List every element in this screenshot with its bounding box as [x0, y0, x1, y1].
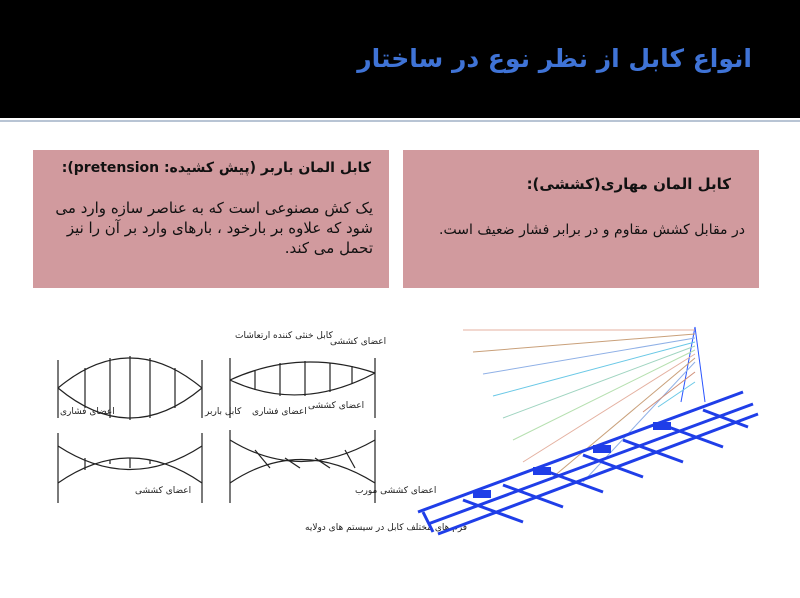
pretension-cable-box [33, 150, 389, 288]
label-vibration-cable: کابل خنثی کننده ارتعاشات [235, 331, 333, 341]
label-compression-left: اعضای فشاری [60, 407, 115, 417]
label-compression-right: اعضای فشاری [252, 407, 307, 417]
label-tension-member-top: اعضای کششی [330, 337, 387, 347]
cable-forms-sketch [30, 318, 468, 548]
label-tension-bottom: اعضای کششی [135, 486, 192, 496]
tension-cable-text: در مقابل کشش مقاوم و در برابر فشار ضعیف است. [439, 222, 745, 238]
header-divider [0, 120, 800, 122]
slide-title: انواع کابل از نظر نوع در ساختار [357, 44, 752, 73]
label-diagonal-tension: اعضای کششی مورب [355, 486, 437, 496]
pretension-cable-heading: کابل المان باربر (پیش کشیده: pretension): [61, 160, 371, 176]
sketch-caption: فرم های مختلف کابل در سیستم های دولایه [305, 523, 468, 533]
slide-header [0, 0, 800, 118]
label-bearing-cable: کابل باربر [205, 407, 242, 417]
tension-cable-heading: کابل المان مهاری(کششی): [526, 175, 731, 193]
label-tension-member-right: اعضای کششی [308, 401, 365, 411]
tension-cable-box [403, 150, 759, 288]
cable-stayed-bridge-model [403, 312, 763, 547]
pretension-cable-text: یک کش مصنوعی است که به عناصر سازه وارد می شود که علاوه بر بارخود ، بارهای وارد بر آن را نیز تحمل می کند. [55, 199, 373, 257]
